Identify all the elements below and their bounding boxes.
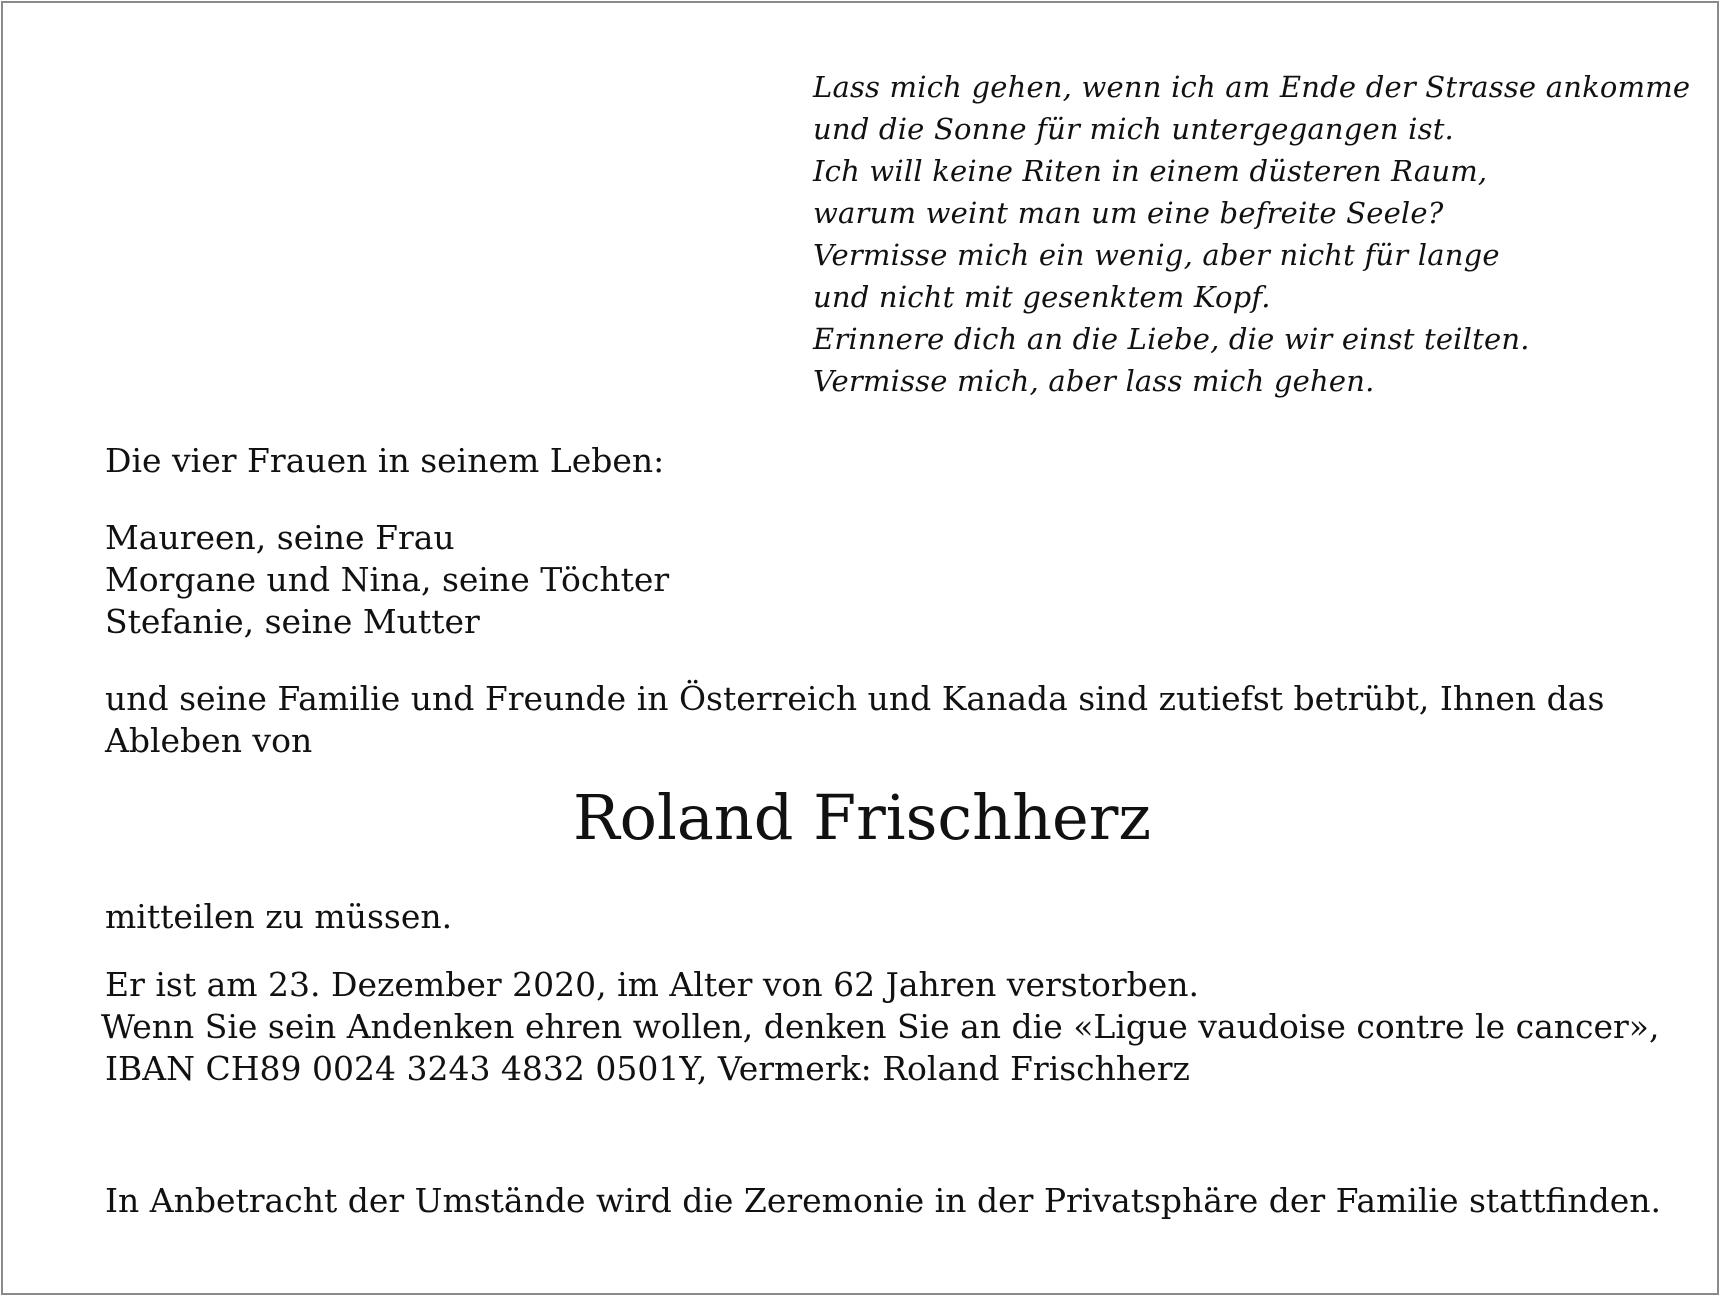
announcement-line: Ableben von xyxy=(105,721,313,760)
poem-line: und nicht mit gesenktem Kopf. xyxy=(813,280,1271,314)
details-line: Wenn Sie sein Andenken ehren wollen, denken Sie an die «Ligue vaudoise contre le cancer», xyxy=(101,1007,1660,1046)
poem-line: Vermisse mich ein wenig, aber nicht für lange xyxy=(813,238,1500,272)
poem-line: Vermisse mich, aber lass mich gehen. xyxy=(813,364,1375,398)
deceased-name: Roland Frischherz xyxy=(572,781,1151,854)
details-text xyxy=(101,964,1660,1090)
intro-text: Die vier Frauen in seinem Leben: xyxy=(105,441,665,480)
announcement-line: und seine Familie und Freunde in Österreich und Kanada sind zutiefst betrübt, Ihnen das xyxy=(105,679,1605,718)
poem-line: und die Sonne für mich untergegangen ist. xyxy=(813,112,1454,146)
family-member: Stefanie, seine Mutter xyxy=(105,602,480,641)
announcement-text xyxy=(105,678,1604,762)
family-member: Maureen, seine Frau xyxy=(105,518,455,557)
poem-line: Ich will keine Riten in einem düsteren Raum, xyxy=(813,154,1488,188)
poem-line: warum weint man um eine befreite Seele? xyxy=(813,196,1444,230)
poem xyxy=(813,66,1690,402)
details-line: Er ist am 23. Dezember 2020, im Alter von 62 Jahren verstorben. xyxy=(105,965,1199,1004)
family-member: Morgane und Nina, seine Töchter xyxy=(105,560,670,599)
family-list xyxy=(105,517,669,643)
details-line: IBAN CH89 0024 3243 4832 0501Y, Vermerk: Roland Frischherz xyxy=(105,1049,1190,1088)
final-note: In Anbetracht der Umstände wird die Zeremonie in der Privatsphäre der Familie stattfinden. xyxy=(105,1181,1662,1220)
closing-text: mitteilen zu müssen. xyxy=(105,897,453,936)
poem-line: Erinnere dich an die Liebe, die wir einst teilten. xyxy=(813,322,1530,356)
poem-line: Lass mich gehen, wenn ich am Ende der Strasse ankomme xyxy=(813,70,1691,104)
